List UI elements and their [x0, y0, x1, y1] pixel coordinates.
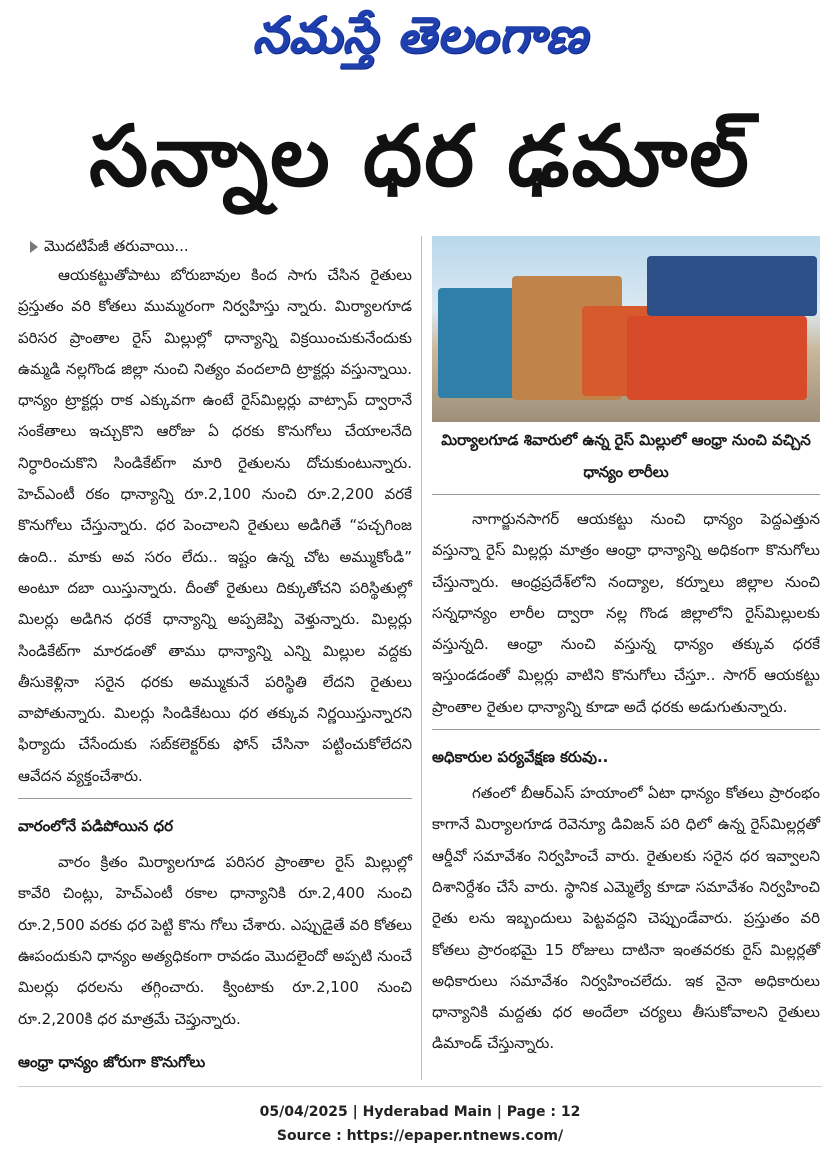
masthead-title: నమస్తే తెలంగాణ — [252, 6, 588, 64]
truck-shape — [627, 316, 807, 400]
article-paragraph: ఆయకట్టుతోపాటు బోరుబావుల కింద సాగు చేసిన రైతులు ప్రస్తుతం వరి కోతలు ముమ్మరంగా నిర్వహిస్తు న్నారు. మిర్యాలగూడ పరిసర ప్రాంతాల రైస్‌ మిల్లుల్లో ధాన్యాన్ని విక్రయించుకునేందుకు ఉమ్మడి నల్లగొండ జిల్లా నుంచి నిత్యం వందలాది ట్రాక్టర్లు వస్తున్నాయి. ధాన్యం ట్రాక్టర్లు రాక ఎక్కువగా ఉంటే రైస్‌మిల్లర్లు వాట్సాప్‌ ద్వారానే సంకేతాలు ఇచ్చుకొని ఆరోజు ఏ ధరకు కొనుగోలు చేయాలనేది నిర్ధారించుకొని సిండికేట్‌గా మారి రైతులను దోచుకుంటున్నారు. హెచ్‌ఎంటీ రకం ధాన్యాన్ని రూ.2,100 నుంచి రూ.2,200 వరకే కొనుగోలు చేస్తున్నారు. ధర పెంచాలని రైతులు అడిగితే “పచ్చగింజ ఉంది.. మాకు అవ సరం లేదు.. ఇష్టం ఉన్న చోట అమ్ముకోండి” అంటూ దబా యిస్తున్నారు. దీంతో రైతులు దిక్కుతోచని పరిస్థితుల్లో మిలర్లు అడిగిన ధరకే ధాన్యాన్ని అప్పజెప్పి వెళ్తున్నారు. మిల్లర్లు సిండికేట్‌గా మారడంతో తాము ధాన్యాన్ని ఎన్ని మిల్లుల వద్దకు తీసుకెళ్లినా సరైన ధరకు అమ్ముకునే పరిస్థితి లేదని రైతులు వాపోతున్నారు. మిలర్లు సిండికేటయి ధర తక్కువ నిర్ణయిస్తున్నారని ఫిర్యాదు చేసేందుకు సబ్‌కలెక్టర్‌కు ఫోన్‌ చేసినా పట్టించుకోలేదని ఆవేదన వ్యక్తంచేశారు. — [18, 266, 412, 785]
kicker-text: మొదటిపేజీ తరువాయి... — [44, 237, 189, 255]
photo-caption: మిర్యాలగూడ శివారులో ఉన్న రైస్‌ మిల్లులో ఆంధ్రా నుంచి వచ్చిన ధాన్యం లారీలు — [432, 424, 820, 495]
article-paragraph: వారం క్రితం మిర్యాలగూడ పరిసర ప్రాంతాల రైస్‌ మిల్లుల్లో కావేరి చింట్లు, హెచ్‌ఎంటీ రకాల ధాన్యానికి రూ.2,400 నుంచి రూ.2,500 వరకు ధర పెట్టి కొను గోలు చేశారు. ఎప్పుడైతే వరి కోతలు ఊపందుకుని ధాన్యం అత్యధికంగా రావడం మొదలైందో అప్పటి నుంచే మిలర్లు ధరలను తగ్గించారు. క్వింటాకు రూ.2,100 నుంచి రూ.2,200కి ధర మాత్రమే చెప్తున్నారు. — [18, 853, 412, 1028]
continuation-kicker — [18, 232, 412, 260]
column-divider — [421, 236, 422, 1080]
footer-source-link[interactable]: Source : https://epaper.ntnews.com/ — [276, 1128, 564, 1144]
news-photo-trucks — [432, 236, 820, 422]
right-column — [432, 504, 820, 1060]
subheading: వారంలోనే పడిపోయిన ధర — [18, 817, 173, 836]
article-paragraph: గతంలో బీఆర్‌ఎస్‌ హయాంలో ఏటా ధాన్యం కోతలు ప్రారంభం కాగానే మిర్యాలగూడ రెవెన్యూ డివిజన్‌ పరి ధిలో ఉన్న రైస్‌మిల్లర్లతో ఆర్డీవో సమావేశం నిర్వహించే వారు. రైతులకు సరైన ధర ఇవ్వాలని దిశానిర్దేశం చేసే వారు. స్థానిక ఎమ్మెల్యే కూడా సమావేశం నిర్వహించి రైతు లను ఇబ్బందులు పెట్టవద్దని చెప్పుండేవారు. ప్రస్తుతం వరి కోతలు ప్రారంభమై 15 రోజులు దాటినా ఇంతవరకు రైస్‌ మిల్లర్లతో అధికారులు సమావేశం నిర్వహించలేదు. ఇక నైనా అధికారులు ధాన్యానికి మద్దతు ధర అందేలా చర్యలు తీసుకోవాలని రైతులు డిమాండ్‌ చేస్తున్నారు. — [432, 784, 820, 1053]
subhead-rule — [18, 798, 412, 799]
left-column — [18, 232, 412, 1083]
truck-shape — [647, 256, 817, 316]
newspaper-masthead — [0, 0, 840, 78]
article-headline: సన్నాల ధర ఢమాల్‌ — [89, 107, 751, 205]
page-footer — [0, 1100, 840, 1148]
subheading: ఆంధ్రా ధాన్యం జోరుగా కొనుగోలు — [18, 1052, 206, 1071]
footer-rule — [18, 1086, 822, 1087]
arrow-icon — [30, 241, 38, 253]
subhead-rule — [432, 729, 820, 730]
article-paragraph: నాగార్జునసాగర్‌ ఆయకట్టు నుంచి ధాన్యం పెద్దఎత్తున వస్తున్నా రైస్‌ మిల్లర్లు మాత్రం ఆంధ్రా ధాన్యాన్ని అధికంగా కొనుగోలు చేస్తున్నారు. ఆంధ్రప్రదేశ్‌లోని నంద్యాల, కర్నూలు జిల్లాల నుంచి సన్నధాన్యం లారీల ద్వారా నల్ల గొండ జిల్లాలోని రైస్‌మిల్లులకు వస్తున్నది. ఆంధ్రా నుంచి వస్తున్న ధాన్యం తక్కువ ధరకే ఇస్తుండడంతో మిల్లర్లు వాటిని కొనుగోలు చేస్తూ.. సాగర్‌ ఆయకట్టు ప్రాంతాల రైతుల ధాన్యాన్ని కూడా అదే ధరకు అడుగుతున్నారు. — [432, 510, 820, 716]
subheading: అధికారుల పర్యవేక్షణ కరువు.. — [432, 748, 609, 767]
footer-edition-info: 05/04/2025 | Hyderabad Main | Page : 12 — [259, 1104, 581, 1120]
